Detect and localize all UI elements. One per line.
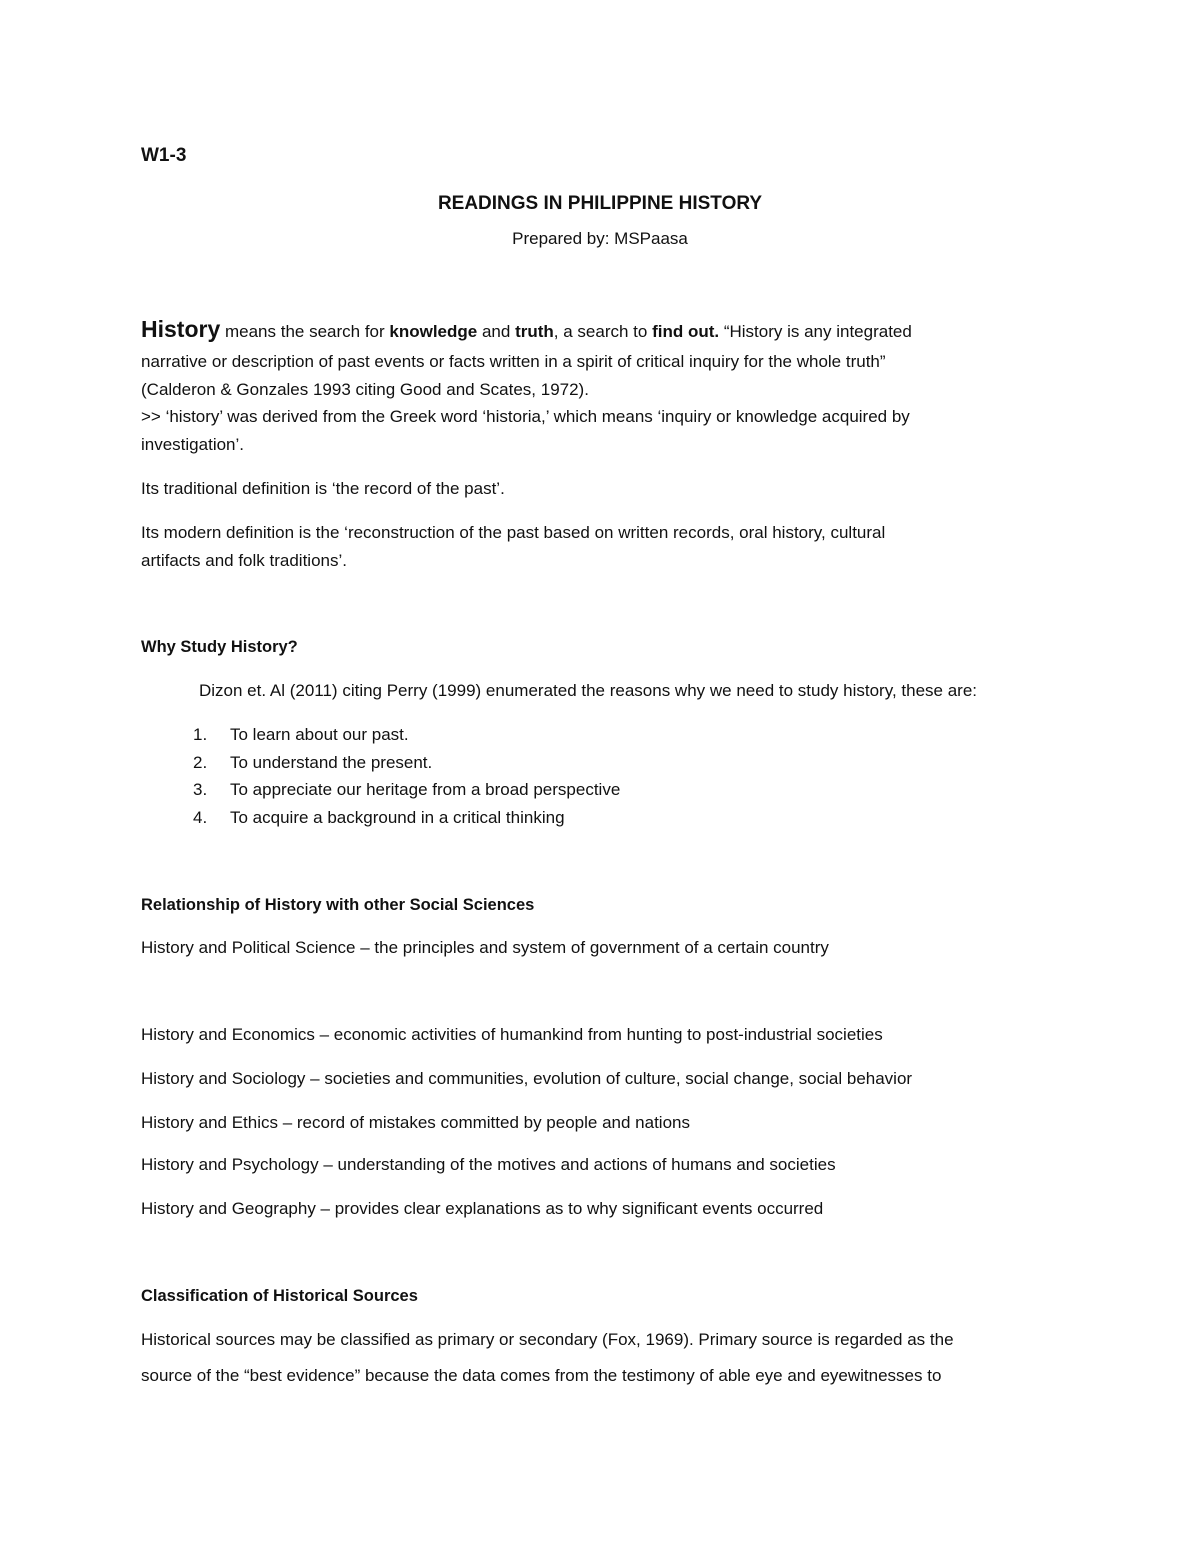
section-heading-relationship: Relationship of History with other Social Sciences <box>141 896 535 914</box>
intro-line-2: narrative or description of past events or facts written in a spirit of critical inquiry for the whole truth” <box>141 352 886 371</box>
intro-line-1 <box>141 316 912 343</box>
classification-line-1: Historical sources may be classified as primary or secondary (Fox, 1969). Primary source is regarded as the <box>141 1330 954 1349</box>
section-heading-why-study: Why Study History? <box>141 638 298 656</box>
section-heading-classification: Classification of Historical Sources <box>141 1287 418 1305</box>
intro-line-5: investigation’. <box>141 435 245 454</box>
list-item: To learn about our past. <box>230 725 409 744</box>
list-number: 4. <box>193 808 208 827</box>
page-title: READINGS IN PHILIPPINE HISTORY <box>437 193 763 214</box>
relationship-item: History and Geography – provides clear explanations as to why significant events occurred <box>141 1199 824 1218</box>
term-history: History <box>141 316 221 342</box>
term-knowledge: knowledge <box>389 322 478 341</box>
intro-line-3: (Calderon & Gonzales 1993 citing Good and Scates, 1972). <box>141 380 589 399</box>
why-study-intro: Dizon et. Al (2011) citing Perry (1999) enumerated the reasons why we need to study history, these are: <box>199 681 977 700</box>
list-number: 2. <box>193 753 208 772</box>
relationship-item: History and Psychology – understanding of the motives and actions of humans and societies <box>141 1155 836 1174</box>
traditional-definition: Its traditional definition is ‘the record of the past’. <box>141 479 505 498</box>
document-code: W1-3 <box>141 145 187 166</box>
classification-line-2: source of the “best evidence” because the data comes from the testimony of able eye and eyewitnesses to <box>141 1366 942 1385</box>
modern-definition-2: artifacts and folk traditions’. <box>141 551 347 570</box>
intro-text-3: , a search to <box>553 322 653 341</box>
list-item: To understand the present. <box>230 753 433 772</box>
list-item: To acquire a background in a critical thinking <box>230 808 565 827</box>
list-item: To appreciate our heritage from a broad perspective <box>230 780 621 799</box>
relationship-item: History and Ethics – record of mistakes committed by people and nations <box>141 1113 690 1132</box>
prepared-by: Prepared by: MSPaasa <box>512 229 688 248</box>
intro-text-1: means the search for <box>220 322 390 341</box>
relationship-item: History and Political Science – the principles and system of government of a certain country <box>141 938 829 957</box>
intro-text-2: and <box>477 322 516 341</box>
modern-definition-1: Its modern definition is the ‘reconstruction of the past based on written records, oral history, cultural <box>141 523 886 542</box>
relationship-item: History and Economics – economic activities of humankind from hunting to post-industrial societies <box>141 1025 883 1044</box>
intro-line-4: >> ‘history’ was derived from the Greek word ‘historia,’ which means ‘inquiry or knowledge acquired by <box>141 407 910 426</box>
list-number: 1. <box>193 725 208 744</box>
relationship-item: History and Sociology – societies and communities, evolution of culture, social change, social behavior <box>141 1069 913 1088</box>
list-number: 3. <box>193 780 208 799</box>
intro-text-4: “History is any integrated <box>719 322 912 341</box>
term-truth: truth <box>515 322 554 341</box>
term-find-out: find out. <box>652 322 720 341</box>
